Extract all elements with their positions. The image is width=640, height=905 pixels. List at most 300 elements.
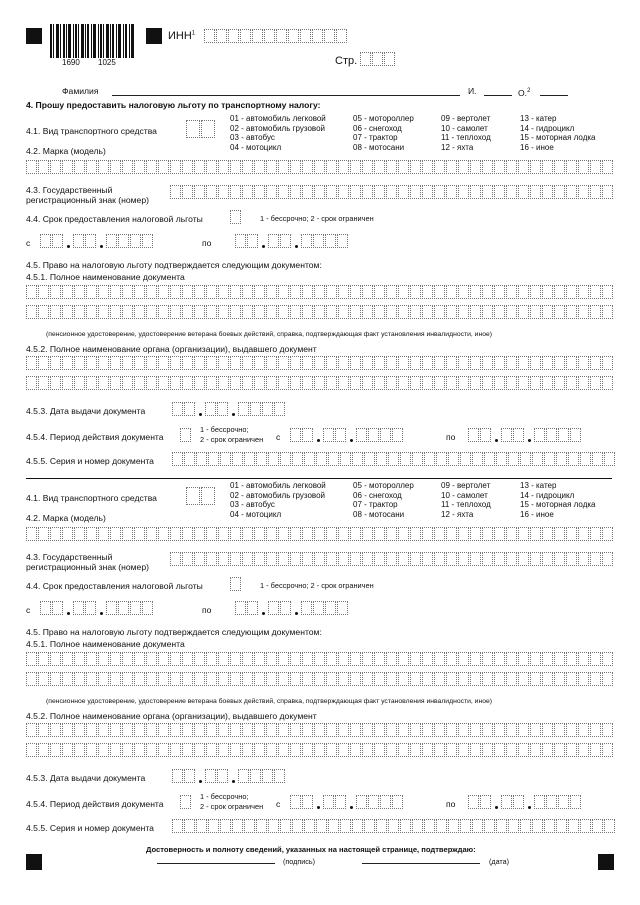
input-cell[interactable] <box>313 601 324 615</box>
input-cell[interactable] <box>518 527 529 541</box>
input-cell[interactable] <box>314 743 325 757</box>
input-cell[interactable] <box>542 552 553 566</box>
input-cell[interactable] <box>247 601 258 615</box>
input-cell[interactable] <box>362 723 373 737</box>
input-cell[interactable] <box>374 672 385 686</box>
input-cell[interactable] <box>301 601 312 615</box>
input-cell[interactable] <box>278 552 289 566</box>
input-cell[interactable] <box>218 672 229 686</box>
input-cell[interactable] <box>50 672 61 686</box>
input-cell[interactable] <box>62 672 73 686</box>
input-cell[interactable] <box>446 743 457 757</box>
input-cell[interactable] <box>230 743 241 757</box>
input-cell[interactable] <box>546 795 557 809</box>
input-cell[interactable] <box>254 672 265 686</box>
input-cell[interactable] <box>422 672 433 686</box>
input-cell[interactable] <box>544 819 555 833</box>
input-cell[interactable] <box>350 527 361 541</box>
input-cell[interactable] <box>530 527 541 541</box>
input-cell[interactable] <box>518 652 529 666</box>
input-cell[interactable] <box>130 601 141 615</box>
input-cell[interactable] <box>590 552 601 566</box>
input-cell[interactable] <box>458 552 469 566</box>
input-cell[interactable] <box>50 743 61 757</box>
input-cell[interactable] <box>542 652 553 666</box>
input-cell[interactable] <box>590 743 601 757</box>
input-cell[interactable] <box>434 552 445 566</box>
input-cell[interactable] <box>232 819 243 833</box>
input-cell[interactable] <box>290 652 301 666</box>
input-cell[interactable] <box>602 723 613 737</box>
input-cell[interactable] <box>194 743 205 757</box>
input-cell[interactable] <box>566 527 577 541</box>
input-cell[interactable] <box>338 672 349 686</box>
input-cell[interactable] <box>74 652 85 666</box>
input-cell[interactable] <box>194 552 205 566</box>
input-cell[interactable] <box>410 527 421 541</box>
input-cell[interactable] <box>602 527 613 541</box>
input-cell[interactable] <box>218 552 229 566</box>
input-cell[interactable] <box>170 723 181 737</box>
input-cell[interactable] <box>556 819 567 833</box>
input-cell[interactable] <box>230 672 241 686</box>
input-cell[interactable] <box>470 672 481 686</box>
input-cell[interactable] <box>494 652 505 666</box>
page-number-field[interactable] <box>360 52 396 66</box>
input-cell[interactable] <box>410 672 421 686</box>
input-cell[interactable] <box>554 672 565 686</box>
input-cell[interactable] <box>182 652 193 666</box>
input-cell[interactable] <box>484 819 495 833</box>
input-cell[interactable] <box>412 819 423 833</box>
input-cell[interactable] <box>26 527 37 541</box>
input-cell[interactable] <box>86 652 97 666</box>
input-cell[interactable] <box>448 819 459 833</box>
input-cell[interactable] <box>398 527 409 541</box>
input-cell[interactable] <box>470 552 481 566</box>
input-cell[interactable] <box>602 672 613 686</box>
input-cell[interactable] <box>468 795 479 809</box>
input-cell[interactable] <box>368 795 379 809</box>
input-cell[interactable] <box>186 487 200 505</box>
input-cell[interactable] <box>230 577 241 591</box>
input-cell[interactable] <box>26 723 37 737</box>
input-cell[interactable] <box>386 672 397 686</box>
input-cell[interactable] <box>350 723 361 737</box>
issue-date-month[interactable] <box>205 769 229 783</box>
issue-date-year[interactable] <box>238 769 286 783</box>
input-cell[interactable] <box>206 723 217 737</box>
input-cell[interactable] <box>98 723 109 737</box>
input-cell[interactable] <box>242 652 253 666</box>
input-cell[interactable] <box>158 527 169 541</box>
input-cell[interactable] <box>590 652 601 666</box>
input-cell[interactable] <box>26 652 37 666</box>
input-cell[interactable] <box>532 819 543 833</box>
input-cell[interactable] <box>362 552 373 566</box>
input-cell[interactable] <box>482 527 493 541</box>
input-cell[interactable] <box>325 601 336 615</box>
input-cell[interactable] <box>436 819 447 833</box>
input-cell[interactable] <box>182 527 193 541</box>
input-cell[interactable] <box>98 743 109 757</box>
input-cell[interactable] <box>266 743 277 757</box>
input-cell[interactable] <box>602 652 613 666</box>
input-cell[interactable] <box>50 527 61 541</box>
input-cell[interactable] <box>206 652 217 666</box>
input-cell[interactable] <box>85 601 96 615</box>
input-cell[interactable] <box>376 819 387 833</box>
input-cell[interactable] <box>122 527 133 541</box>
input-cell[interactable] <box>134 672 145 686</box>
input-cell[interactable] <box>360 52 371 66</box>
input-cell[interactable] <box>220 819 231 833</box>
input-cell[interactable] <box>204 29 215 43</box>
input-cell[interactable] <box>250 769 261 783</box>
input-cell[interactable] <box>290 672 301 686</box>
input-cell[interactable] <box>184 819 195 833</box>
document-name-field-row2[interactable] <box>26 672 614 686</box>
validity-from-year[interactable] <box>356 795 404 809</box>
input-cell[interactable] <box>292 819 303 833</box>
input-cell[interactable] <box>506 743 517 757</box>
input-cell[interactable] <box>580 819 591 833</box>
input-cell[interactable] <box>350 652 361 666</box>
input-cell[interactable] <box>182 672 193 686</box>
input-cell[interactable] <box>302 743 313 757</box>
input-cell[interactable] <box>74 527 85 541</box>
input-cell[interactable] <box>558 795 569 809</box>
input-cell[interactable] <box>276 29 287 43</box>
input-cell[interactable] <box>518 552 529 566</box>
input-cell[interactable] <box>217 769 228 783</box>
input-cell[interactable] <box>602 743 613 757</box>
input-cell[interactable] <box>110 652 121 666</box>
validity-from-day[interactable] <box>290 795 314 809</box>
input-cell[interactable] <box>470 527 481 541</box>
input-cell[interactable] <box>146 723 157 737</box>
input-cell[interactable] <box>542 527 553 541</box>
validity-type-field[interactable] <box>180 795 192 809</box>
input-cell[interactable] <box>278 723 289 737</box>
input-cell[interactable] <box>278 672 289 686</box>
input-cell[interactable] <box>98 652 109 666</box>
input-cell[interactable] <box>578 743 589 757</box>
input-cell[interactable] <box>326 672 337 686</box>
input-cell[interactable] <box>326 652 337 666</box>
input-cell[interactable] <box>578 672 589 686</box>
input-cell[interactable] <box>170 652 181 666</box>
input-cell[interactable] <box>590 723 601 737</box>
input-cell[interactable] <box>410 743 421 757</box>
input-cell[interactable] <box>26 743 37 757</box>
input-cell[interactable] <box>98 672 109 686</box>
input-cell[interactable] <box>52 601 63 615</box>
input-cell[interactable] <box>312 29 323 43</box>
input-cell[interactable] <box>172 819 183 833</box>
input-cell[interactable] <box>218 723 229 737</box>
input-cell[interactable] <box>182 552 193 566</box>
input-cell[interactable] <box>508 819 519 833</box>
input-cell[interactable] <box>494 672 505 686</box>
input-cell[interactable] <box>194 527 205 541</box>
input-cell[interactable] <box>290 743 301 757</box>
input-cell[interactable] <box>74 672 85 686</box>
input-cell[interactable] <box>604 819 615 833</box>
input-cell[interactable] <box>228 29 239 43</box>
benefit-to-month[interactable] <box>268 601 292 615</box>
input-cell[interactable] <box>424 819 435 833</box>
input-cell[interactable] <box>314 723 325 737</box>
input-cell[interactable] <box>110 743 121 757</box>
input-cell[interactable] <box>470 723 481 737</box>
input-cell[interactable] <box>242 723 253 737</box>
input-cell[interactable] <box>314 672 325 686</box>
input-cell[interactable] <box>278 652 289 666</box>
input-cell[interactable] <box>326 743 337 757</box>
input-cell[interactable] <box>254 652 265 666</box>
input-cell[interactable] <box>206 743 217 757</box>
input-cell[interactable] <box>446 723 457 737</box>
input-cell[interactable] <box>240 29 251 43</box>
input-cell[interactable] <box>216 29 227 43</box>
input-cell[interactable] <box>386 743 397 757</box>
input-cell[interactable] <box>304 819 315 833</box>
input-cell[interactable] <box>362 527 373 541</box>
vehicle-type-field[interactable] <box>186 487 216 505</box>
input-cell[interactable] <box>518 743 529 757</box>
input-cell[interactable] <box>238 769 249 783</box>
input-cell[interactable] <box>194 723 205 737</box>
input-cell[interactable] <box>242 527 253 541</box>
input-cell[interactable] <box>194 672 205 686</box>
input-cell[interactable] <box>482 743 493 757</box>
input-cell[interactable] <box>326 723 337 737</box>
input-cell[interactable] <box>494 743 505 757</box>
input-cell[interactable] <box>501 795 512 809</box>
input-cell[interactable] <box>134 527 145 541</box>
input-cell[interactable] <box>38 652 49 666</box>
input-cell[interactable] <box>350 672 361 686</box>
input-cell[interactable] <box>182 743 193 757</box>
input-cell[interactable] <box>482 552 493 566</box>
input-cell[interactable] <box>506 652 517 666</box>
input-cell[interactable] <box>230 527 241 541</box>
input-cell[interactable] <box>158 652 169 666</box>
input-cell[interactable] <box>422 527 433 541</box>
benefit-to-year[interactable] <box>301 601 349 615</box>
input-cell[interactable] <box>410 552 421 566</box>
input-cell[interactable] <box>170 672 181 686</box>
input-cell[interactable] <box>374 743 385 757</box>
input-cell[interactable] <box>172 769 183 783</box>
input-cell[interactable] <box>118 601 129 615</box>
input-cell[interactable] <box>98 527 109 541</box>
input-cell[interactable] <box>62 652 73 666</box>
input-cell[interactable] <box>566 552 577 566</box>
validity-from-month[interactable] <box>323 795 347 809</box>
input-cell[interactable] <box>254 527 265 541</box>
input-cell[interactable] <box>446 527 457 541</box>
input-cell[interactable] <box>74 743 85 757</box>
input-cell[interactable] <box>290 723 301 737</box>
input-cell[interactable] <box>554 527 565 541</box>
input-cell[interactable] <box>184 769 195 783</box>
input-cell[interactable] <box>422 552 433 566</box>
input-cell[interactable] <box>230 652 241 666</box>
input-cell[interactable] <box>482 723 493 737</box>
benefit-period-type-field[interactable] <box>230 577 242 591</box>
input-cell[interactable] <box>278 527 289 541</box>
input-cell[interactable] <box>530 652 541 666</box>
series-number-field[interactable] <box>172 819 616 833</box>
input-cell[interactable] <box>554 723 565 737</box>
input-cell[interactable] <box>158 723 169 737</box>
validity-to-month[interactable] <box>501 795 525 809</box>
input-cell[interactable] <box>280 601 291 615</box>
input-cell[interactable] <box>314 527 325 541</box>
input-cell[interactable] <box>38 743 49 757</box>
input-cell[interactable] <box>268 601 279 615</box>
input-cell[interactable] <box>314 552 325 566</box>
input-cell[interactable] <box>278 743 289 757</box>
input-cell[interactable] <box>242 743 253 757</box>
benefit-from-day[interactable] <box>40 601 64 615</box>
input-cell[interactable] <box>254 552 265 566</box>
input-cell[interactable] <box>274 769 285 783</box>
input-cell[interactable] <box>324 29 335 43</box>
input-cell[interactable] <box>158 743 169 757</box>
input-cell[interactable] <box>62 527 73 541</box>
input-cell[interactable] <box>458 672 469 686</box>
input-cell[interactable] <box>266 527 277 541</box>
input-cell[interactable] <box>302 795 313 809</box>
input-cell[interactable] <box>110 723 121 737</box>
input-cell[interactable] <box>338 552 349 566</box>
input-cell[interactable] <box>252 29 263 43</box>
input-cell[interactable] <box>458 723 469 737</box>
input-cell[interactable] <box>518 672 529 686</box>
input-cell[interactable] <box>566 652 577 666</box>
input-cell[interactable] <box>386 723 397 737</box>
input-cell[interactable] <box>578 652 589 666</box>
input-cell[interactable] <box>554 552 565 566</box>
input-cell[interactable] <box>340 819 351 833</box>
input-cell[interactable] <box>374 527 385 541</box>
input-cell[interactable] <box>506 527 517 541</box>
input-cell[interactable] <box>266 552 277 566</box>
date-field[interactable] <box>362 863 480 864</box>
input-cell[interactable] <box>134 743 145 757</box>
input-cell[interactable] <box>472 819 483 833</box>
input-cell[interactable] <box>288 29 299 43</box>
input-cell[interactable] <box>506 723 517 737</box>
signature-field[interactable] <box>157 863 275 864</box>
input-cell[interactable] <box>530 552 541 566</box>
input-cell[interactable] <box>122 652 133 666</box>
input-cell[interactable] <box>74 723 85 737</box>
input-cell[interactable] <box>480 795 491 809</box>
input-cell[interactable] <box>336 29 347 43</box>
input-cell[interactable] <box>386 552 397 566</box>
benefit-from-year[interactable] <box>106 601 154 615</box>
input-cell[interactable] <box>592 819 603 833</box>
input-cell[interactable] <box>534 795 545 809</box>
input-cell[interactable] <box>506 552 517 566</box>
input-cell[interactable] <box>337 601 348 615</box>
input-cell[interactable] <box>338 723 349 737</box>
input-cell[interactable] <box>362 652 373 666</box>
input-cell[interactable] <box>196 819 207 833</box>
input-cell[interactable] <box>496 819 507 833</box>
input-cell[interactable] <box>62 743 73 757</box>
input-cell[interactable] <box>268 819 279 833</box>
input-cell[interactable] <box>434 672 445 686</box>
input-cell[interactable] <box>398 672 409 686</box>
validity-to-day[interactable] <box>468 795 492 809</box>
input-cell[interactable] <box>386 652 397 666</box>
input-cell[interactable] <box>506 672 517 686</box>
input-cell[interactable] <box>290 527 301 541</box>
benefit-to-day[interactable] <box>235 601 259 615</box>
input-cell[interactable] <box>235 601 246 615</box>
input-cell[interactable] <box>290 552 301 566</box>
input-cell[interactable] <box>578 552 589 566</box>
input-cell[interactable] <box>206 672 217 686</box>
input-cell[interactable] <box>206 552 217 566</box>
input-cell[interactable] <box>494 723 505 737</box>
input-cell[interactable] <box>513 795 524 809</box>
input-cell[interactable] <box>554 652 565 666</box>
input-cell[interactable] <box>422 743 433 757</box>
input-cell[interactable] <box>182 723 193 737</box>
input-cell[interactable] <box>434 652 445 666</box>
input-cell[interactable] <box>266 672 277 686</box>
input-cell[interactable] <box>494 527 505 541</box>
input-cell[interactable] <box>326 552 337 566</box>
input-cell[interactable] <box>62 723 73 737</box>
input-cell[interactable] <box>458 652 469 666</box>
input-cell[interactable] <box>302 672 313 686</box>
input-cell[interactable] <box>470 743 481 757</box>
input-cell[interactable] <box>314 652 325 666</box>
input-cell[interactable] <box>180 795 191 809</box>
registration-number-field[interactable] <box>170 552 614 566</box>
input-cell[interactable] <box>530 723 541 737</box>
input-cell[interactable] <box>280 819 291 833</box>
input-cell[interactable] <box>50 723 61 737</box>
input-cell[interactable] <box>122 672 133 686</box>
input-cell[interactable] <box>328 819 339 833</box>
input-cell[interactable] <box>386 527 397 541</box>
input-cell[interactable] <box>374 552 385 566</box>
input-cell[interactable] <box>410 723 421 737</box>
input-cell[interactable] <box>38 527 49 541</box>
input-cell[interactable] <box>362 672 373 686</box>
input-cell[interactable] <box>158 672 169 686</box>
input-cell[interactable] <box>458 527 469 541</box>
input-cell[interactable] <box>122 723 133 737</box>
input-cell[interactable] <box>106 601 117 615</box>
input-cell[interactable] <box>316 819 327 833</box>
input-cell[interactable] <box>26 672 37 686</box>
input-cell[interactable] <box>110 672 121 686</box>
input-cell[interactable] <box>352 819 363 833</box>
input-cell[interactable] <box>206 527 217 541</box>
input-cell[interactable] <box>208 819 219 833</box>
input-cell[interactable] <box>554 743 565 757</box>
input-cell[interactable] <box>384 52 395 66</box>
